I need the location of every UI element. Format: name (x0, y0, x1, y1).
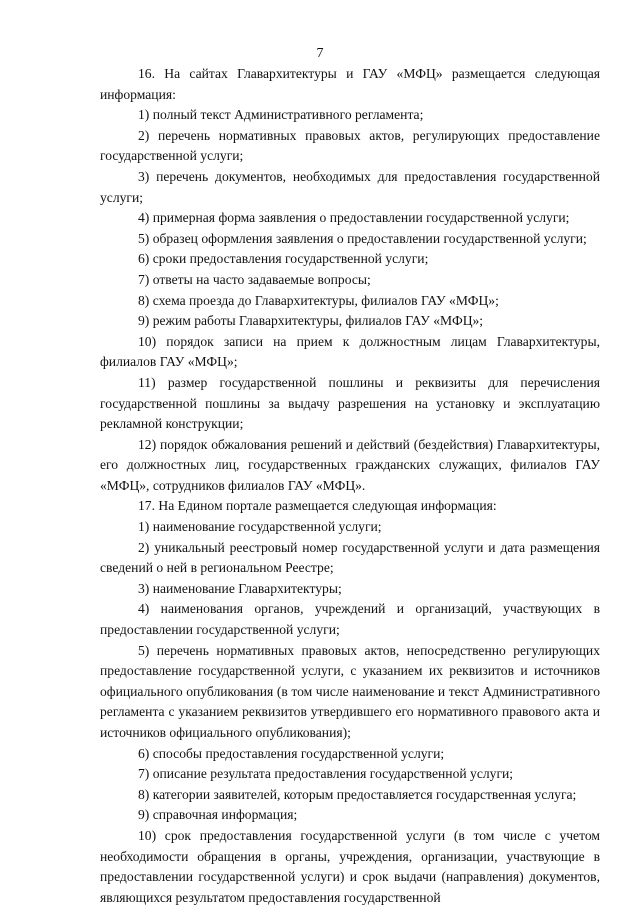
document-body (100, 64, 600, 908)
list-item-17-3: 3) наименование Главархитектуры; (138, 580, 342, 596)
list-item-17-6: 6) способы предоставления государственной услуги; (138, 745, 445, 761)
list-item-16-7: 7) ответы на часто задаваемые вопросы; (138, 271, 371, 287)
list-item-16-12: 12) порядок обжалования решений и действий (бездействия) Главархитектуры, его должностных лиц, государственных гражданских служащих, филиалов ГАУ «МФЦ», сотрудников филиалов ГАУ «МФЦ». (100, 436, 600, 493)
list-item-16-11: 11) размер государственной пошлины и реквизиты для перечисления государственной пошлины за выдачу разрешения на установку и эксплуатацию рекламной конструкции; (100, 374, 600, 432)
list-item-16-10: 10) порядок записи на прием к должностным лицам Главархитектуры, филиалов ГАУ «МФЦ»; (100, 333, 600, 370)
list-item-17-10: 10) срок предоставления государственной услуги (в том числе с учетом необходимости обращения в органы, учреждения, организации, участвующие в предоставлении государственной услуги) и срок выдачи (направления) документов, являющихся результатом предоставления государственной (100, 827, 600, 905)
list-item-16-5: 5) образец оформления заявления о предоставлении государственной услуги; (138, 230, 587, 246)
list-item-17-7: 7) описание результата предоставления государственной услуги; (138, 766, 514, 782)
list-item-17-2: 2) уникальный реестровый номер государственной услуги и дата размещения сведений о ней в региональном Реестре; (100, 539, 600, 576)
list-item-17-5: 5) перечень нормативных правовых актов, непосредственно регулирующих предоставление государственной услуги, с указанием их реквизитов и источников официального опубликования (в том числе наименование и текст Административного регламента с указанием реквизитов утвердившего его нормативного правового акта и источников официального опубликования); (100, 642, 600, 740)
list-item-17-9: 9) справочная информация; (138, 807, 298, 823)
paragraph-17-heading: 17. На Едином портале размещается следующая информация: (138, 498, 497, 514)
list-item-16-2: 2) перечень нормативных правовых актов, регулирующих предоставление государственной услуги; (100, 127, 600, 164)
list-item-16-1: 1) полный текст Административного регламента; (138, 107, 424, 123)
list-item-16-8: 8) схема проезда до Главархитектуры, филиалов ГАУ «МФЦ»; (138, 292, 499, 308)
list-item-17-1: 1) наименование государственной услуги; (138, 519, 382, 535)
list-item-16-6: 6) сроки предоставления государственной услуги; (138, 251, 429, 267)
list-item-17-8: 8) категории заявителей, которым предоставляется государственная услуга; (138, 786, 577, 802)
paragraph-16-heading: 16. На сайтах Главархитектуры и ГАУ «МФЦ» размещается следующая информация: (100, 66, 600, 102)
list-item-16-3: 3) перечень документов, необходимых для предоставления государственной услуги; (100, 168, 600, 205)
page-number: 7 (316, 46, 324, 61)
list-item-17-4: 4) наименования органов, учреждений и организаций, участвующих в предоставлении государственной услуги; (100, 601, 600, 638)
list-item-16-4: 4) примерная форма заявления о предоставлении государственной услуги; (138, 210, 570, 226)
list-item-16-9: 9) режим работы Главархитектуры, филиалов ГАУ «МФЦ»; (138, 313, 484, 329)
